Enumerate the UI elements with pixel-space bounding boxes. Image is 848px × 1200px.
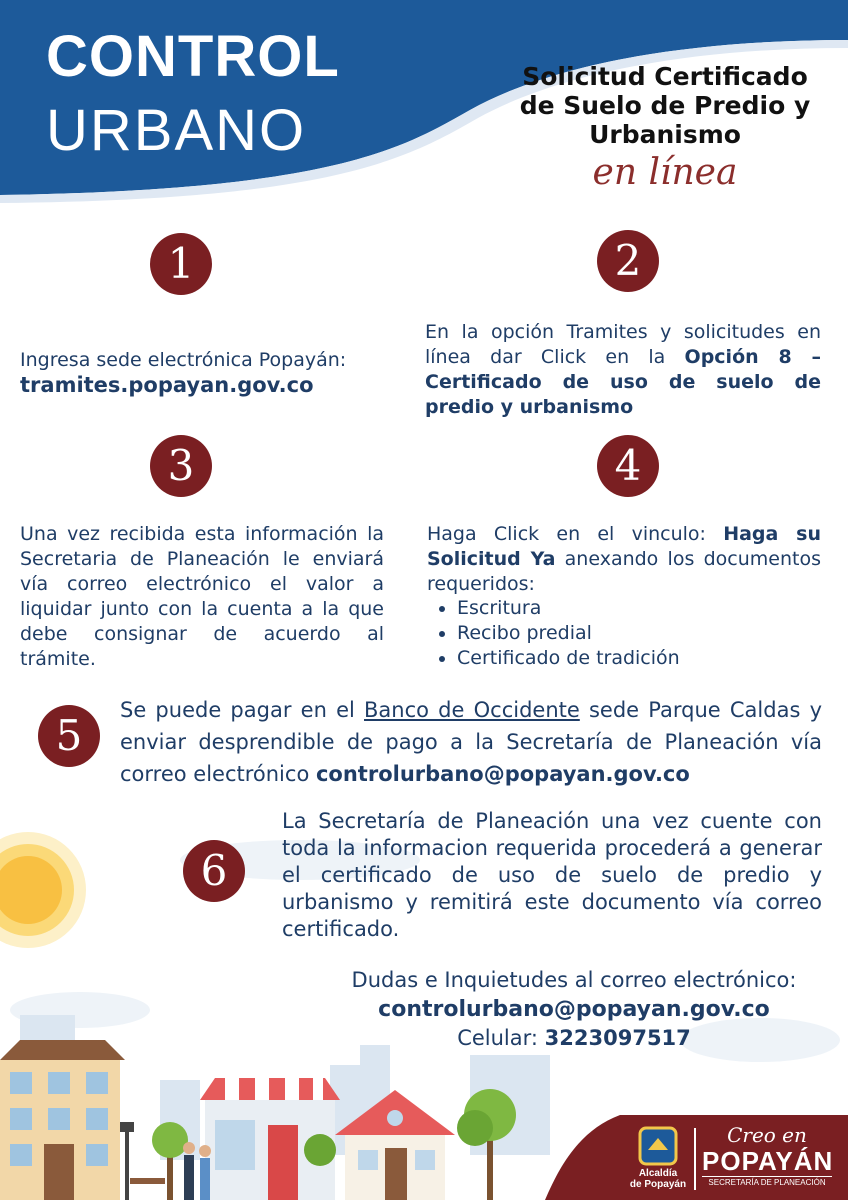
step-4-bullets	[427, 596, 837, 671]
seal-caption-line: Alcaldía	[638, 1168, 678, 1179]
subtitle-line: Solicitud Certificado	[522, 62, 808, 91]
contact-phone-line	[300, 1024, 848, 1053]
apartment-building	[0, 1040, 125, 1200]
phone-number[interactable]: 3223097517	[544, 1026, 691, 1050]
street-lamp-icon	[120, 1122, 134, 1200]
subtitle-line: de Suelo de Predio y	[519, 91, 811, 120]
phone-label: Celular:	[457, 1026, 545, 1050]
step-number-5: 5	[38, 705, 100, 767]
contact-email[interactable]: controlurbano@popayan.gov.co	[378, 997, 770, 1022]
step-4-label-after: anexando los documentos requeridos:	[427, 548, 821, 595]
step-number-1: 1	[150, 233, 212, 295]
title-urbano: URBANO	[46, 98, 307, 163]
step-5-label: Se puede pagar en el	[120, 698, 365, 722]
subtitle	[490, 62, 840, 149]
step-number-4: 4	[597, 435, 659, 497]
step-2-label: En la opción Tramites y solicitudes en línea dar Click en la	[425, 321, 821, 368]
step-2-text	[425, 320, 821, 420]
step-5-email[interactable]: controlurbano@popayan.gov.co	[315, 762, 690, 786]
bank-name: Banco de Occidente	[364, 698, 580, 722]
contact-label: Dudas e Inquietudes al correo electrónico:	[351, 968, 797, 992]
sun-icon	[0, 832, 86, 948]
step-1-link[interactable]: tramites.popayan.gov.co	[20, 373, 314, 397]
brand-script: Creo en	[727, 1123, 807, 1147]
step-3-text: Una vez recibida esta información la Secretaria de Planeación le enviará vía correo electrónico el valor a liquidar junto con la cuenta a la que debe consignar de acuerdo al trámite.	[20, 523, 384, 670]
step-number-6: 6	[183, 840, 245, 902]
step-number-3: 3	[150, 435, 212, 497]
title-control: CONTROL	[46, 24, 340, 89]
step-4-text	[427, 522, 821, 597]
step-2-option: Opción 8 – Certificado de uso de suelo de predio y urbanismo	[425, 346, 821, 418]
brand-name: POPAYÁN	[702, 1146, 834, 1176]
brand-sub: SECRETARÍA DE PLANEACIÓN	[702, 1176, 832, 1189]
alcaldia-seal-icon	[640, 1128, 676, 1164]
list-item: • Escritura	[457, 596, 837, 621]
step-1-label: Ingresa sede electrónica Popayán:	[20, 349, 347, 371]
subtitle-en-linea: en línea	[592, 152, 738, 193]
list-item: • Certificado de tradición	[457, 646, 837, 671]
seal-caption-line: de Popayán	[629, 1179, 687, 1190]
brand-block	[702, 1124, 832, 1189]
step-5-label-middle: sede Parque Caldas y enviar desprendible de pago a la Secretaría de Planeación vía correo electrónico	[120, 698, 823, 786]
step-1-text	[20, 348, 400, 399]
list-item: • Recibo predial	[457, 621, 837, 646]
seal-caption	[626, 1168, 690, 1190]
subtitle-line: Urbanismo	[589, 120, 741, 149]
step-4-label: Haga Click en el vinculo:	[427, 523, 724, 545]
contact-block	[300, 966, 848, 1053]
step-4-link[interactable]: Haga su Solicitud Ya	[427, 523, 821, 570]
step-5-text	[120, 694, 822, 790]
step-number-2: 2	[597, 230, 659, 292]
step-6-text: La Secretaría de Planeación una vez cuente con toda la informacion requerida procederá a generar el certificado de uso de suelo de predio y urbanismo y remitirá este documento vía correo certificado.	[282, 809, 822, 941]
